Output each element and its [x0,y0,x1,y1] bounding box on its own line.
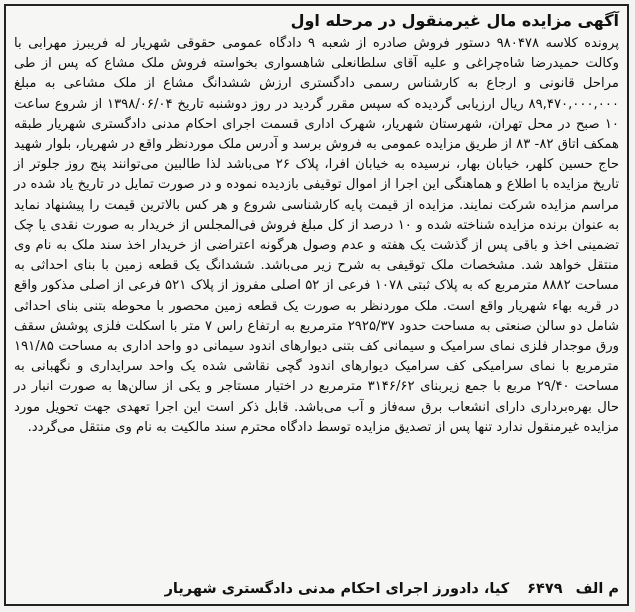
reference-code-number: ۶۴۷۹ [527,581,563,597]
reference-code [527,578,619,600]
notice-title: آگهی مزایده مال غیرمنقول در مرحله اول [290,11,619,30]
auction-notice [4,4,629,606]
signature: کیا، دادورز اجرای احکام مدنی دادگستری شهریار [164,581,510,597]
reference-code-label: م الف [575,581,619,597]
notice-body: پرونده کلاسه ۹۸۰۴۷۸ دستور فروش صادره از شعبه ۹ دادگاه عمومی حقوقی شهریار له فریبرز مهرابی با وکالت حمیدرضا شاه‌چراغی و علیه آقای سلطانعلی شاهسواری بخواسته فروش ملک مشاع که پس از طی مراحل قانونی و ارجاع به کارشناس رسمی دادگستری ارزش ششدانگ مشاع از ملک مشاعی به مبلغ ۸۹,۴۷۰,۰۰۰,۰۰۰ ریال ارزیابی گردیده که سپس مقرر گردید در روز دوشنبه تاریخ ۱۳۹۸/۰۶/۰۴ از شروع ساعت ۱۰ صبح در محل تهران، شهرستان شهریار، شهرک اداری قسمت اجرای احکام مدنی دادگستری شهریار طبقه همکف اتاق ۸۲- ۸۳ از طریق مزایده عمومی به فروش برسد و آدرس ملک موردنظر واقع در شهریار، بلوار شهید حاج حسین کلهر، خیابان بهار، نرسیده به خیابان افرا، پلاک ۲۶ می‌باشد لذا طالبین می‌توانند پنج روز جلوتر از تاریخ مزایده با اطلاع و هماهنگی این اجرا از اموال توقیفی بازدیده نموده و در صورت تمایل در تاریخ یاد شده در مراسم مزایده شرکت نمایند. مزایده از قیمت پایه کارشناسی شروع و هر کس بالاترین قیمت را پیشنهاد نماید به عنوان برنده مزایده شناخته شده و ۱۰ درصد از کل مبلغ فروش فی‌المجلس از خریدار به صورت نقدی یا چک تضمینی اخذ و باقی پس از گذشت یک هفته و عدم وصول هرگونه اعتراضی از خریدار اخذ سند ملک به نام وی منتقل خواهد شد. مشخصات ملک توقیفی به شرح زیر می‌باشد. ششدانگ یک قطعه زمین با بنای احداثی به مساحت ۸۸۸۲ مترمربع که به پلاک ثبتی ۱۰۷۸ فرعی از ۵۲ اصلی مفروز از پلاک ۵۲۱ فرعی از اصلی مذکور واقع در قریه بهاء شهریار واقع است. ملک موردنظر به صورت یک قطعه زمین محصور با محوطه بتنی بنای احداثی شامل دو سالن صنعتی به مساحت حدود ۲۹۲۵/۳۷ مترمربع به ارتفاع راس ۷ متر با اسکلت فلزی پوشش سقف ورق موجدار فلزی نمای سرامیک و سیمانی کف بتنی دیوارهای اندود سیمانی دو واحد اداری به مساحت ۱۹۱/۸۵ مترمربع با نمای سرامیکی کف سرامیک دیوارهای اندود گچی نقاشی شده یک واحد سرایداری و نگهبانی به مساحت ۲۹/۴۰ مربع با جمع زیربنای ۳۱۴۶/۶۲ مترمربع در اختیار مستاجر و یکی از سالن‌ها به صورت انبار در حال بهره‌برداری دارای انشعاب برق سه‌فاز و آب می‌باشد. قابل ذکر است این اجرا تعهدی جهت تحویل مورد مزایده غیرمنقول ندارد تنها پس از تصدیق مزایده توسط دادگاه محترم سند مالکیت به نام وی منتقل می‌گردد. [14,36,620,435]
notice-footer [14,578,619,600]
